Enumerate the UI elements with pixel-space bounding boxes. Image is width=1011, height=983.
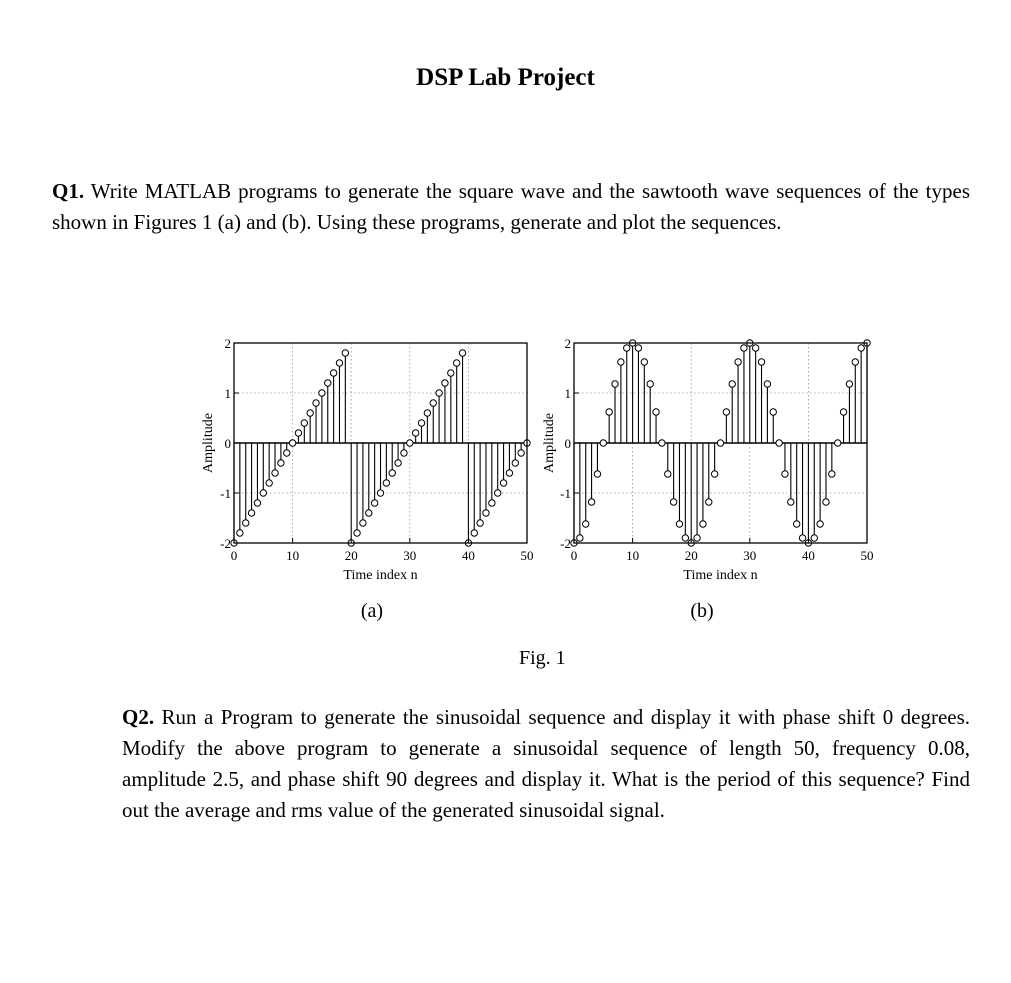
- stem-marker: [682, 535, 688, 541]
- stem-marker: [764, 381, 770, 387]
- stem-marker: [354, 530, 360, 536]
- stem-marker: [284, 450, 290, 456]
- stem-marker: [735, 359, 741, 365]
- x-tick-label: 10: [286, 548, 300, 563]
- stem-marker: [641, 359, 647, 365]
- stem-marker: [618, 359, 624, 365]
- x-tick-label: 50: [520, 548, 534, 563]
- chart-b: [542, 336, 874, 622]
- stem-marker: [401, 450, 407, 456]
- stem-marker: [711, 471, 717, 477]
- stem-marker: [635, 345, 641, 351]
- stem-marker: [430, 400, 436, 406]
- stem-marker: [840, 409, 846, 415]
- y-tick-label: 0: [224, 436, 231, 451]
- stem-marker: [313, 400, 319, 406]
- stem-marker: [289, 440, 295, 446]
- stem-marker: [706, 499, 712, 505]
- stem-marker: [694, 535, 700, 541]
- stem-marker: [377, 490, 383, 496]
- x-tick-label: 10: [626, 548, 640, 563]
- x-tick-label: 20: [344, 548, 358, 563]
- stem-marker: [243, 520, 249, 526]
- y-tick-label: -1: [220, 486, 231, 501]
- figure-caption: Fig. 1: [519, 647, 566, 669]
- stem-marker: [237, 530, 243, 536]
- x-tick-label: 30: [403, 548, 417, 563]
- stem-marker: [676, 521, 682, 527]
- stem-marker: [442, 380, 448, 386]
- x-tick-label: 30: [743, 548, 757, 563]
- stem-marker: [448, 370, 454, 376]
- stem-marker: [729, 381, 735, 387]
- y-tick-label: 1: [564, 386, 571, 401]
- stem-marker: [471, 530, 477, 536]
- stem-marker: [653, 409, 659, 415]
- y-tick-label: -2: [560, 536, 571, 551]
- stem-marker: [846, 381, 852, 387]
- stem-marker: [307, 410, 313, 416]
- y-tick-label: 2: [564, 336, 571, 351]
- stem-marker: [659, 440, 665, 446]
- stem-marker: [823, 499, 829, 505]
- stem-marker: [436, 390, 442, 396]
- stem-marker: [330, 370, 336, 376]
- chart-a: [201, 336, 534, 622]
- x-tick-label: 40: [801, 548, 815, 563]
- question-2: [122, 702, 970, 826]
- stem-marker: [360, 520, 366, 526]
- stem-marker: [495, 490, 501, 496]
- stem-marker: [723, 409, 729, 415]
- stem-marker: [852, 359, 858, 365]
- page-title: DSP Lab Project: [416, 64, 595, 91]
- x-tick-label: 40: [461, 548, 475, 563]
- stem-marker: [248, 510, 254, 516]
- stem-marker: [799, 535, 805, 541]
- stem-marker: [717, 440, 723, 446]
- stem-marker: [342, 350, 348, 356]
- question-2-text: Run a Program to generate the sinusoidal sequence and display it with phase shift 0 degrees. Modify the above program to generate a sinusoidal sequence of length 50, frequency 0.08, amplitude 2.5, and phase shift 90 degrees and display it. What is the period of this sequence? Find out the average and rms value of the generated sinusoidal signal.: [122, 705, 971, 822]
- stem-marker: [424, 410, 430, 416]
- x-tick-label: 0: [230, 548, 238, 563]
- stem-marker: [407, 440, 413, 446]
- stem-marker: [700, 521, 706, 527]
- subfigure-label: (b): [690, 600, 714, 622]
- stem-marker: [371, 500, 377, 506]
- stem-marker: [295, 430, 301, 436]
- stem-marker: [301, 420, 307, 426]
- stem-marker: [741, 345, 747, 351]
- stem-marker: [272, 470, 278, 476]
- x-axis-label: Time index n: [683, 568, 758, 583]
- stem-marker: [835, 440, 841, 446]
- stem-marker: [389, 470, 395, 476]
- x-tick-label: 50: [860, 548, 874, 563]
- stem-marker: [606, 409, 612, 415]
- y-tick-label: 1: [224, 386, 231, 401]
- x-tick-label: 20: [684, 548, 698, 563]
- stem-marker: [624, 345, 630, 351]
- stem-marker: [512, 460, 518, 466]
- stem-marker: [518, 450, 524, 456]
- stem-marker: [418, 420, 424, 426]
- stem-marker: [588, 499, 594, 505]
- stem-marker: [665, 471, 671, 477]
- stem-marker: [336, 360, 342, 366]
- stem-marker: [278, 460, 284, 466]
- stem-marker: [612, 381, 618, 387]
- question-1-text: Write MATLAB programs to generate the square wave and the sawtooth wave sequences of the types shown in Figures 1 (a) and (b). Using these programs, generate and plot the sequences.: [52, 179, 970, 234]
- stem-marker: [829, 471, 835, 477]
- y-tick-label: -2: [220, 536, 231, 551]
- stem-marker: [600, 440, 606, 446]
- stem-marker: [776, 440, 782, 446]
- stem-marker: [325, 380, 331, 386]
- y-axis-label: Amplitude: [542, 413, 557, 473]
- stem-marker: [758, 359, 764, 365]
- stem-marker: [811, 535, 817, 541]
- y-axis-label: Amplitude: [201, 413, 216, 473]
- stem-marker: [770, 409, 776, 415]
- question-2-number: Q2.: [122, 705, 155, 729]
- stem-marker: [793, 521, 799, 527]
- stem-marker: [366, 510, 372, 516]
- stem-marker: [459, 350, 465, 356]
- stem-marker: [266, 480, 272, 486]
- stem-marker: [752, 345, 758, 351]
- question-1-number: Q1.: [52, 179, 85, 203]
- stem-marker: [577, 535, 583, 541]
- stem-marker: [483, 510, 489, 516]
- stem-marker: [254, 500, 260, 506]
- stem-marker: [395, 460, 401, 466]
- stem-marker: [788, 499, 794, 505]
- stem-marker: [858, 345, 864, 351]
- y-tick-label: 0: [564, 436, 571, 451]
- stem-marker: [383, 480, 389, 486]
- stem-marker: [319, 390, 325, 396]
- x-axis-label: Time index n: [343, 568, 418, 583]
- subfigure-label: (a): [360, 600, 384, 622]
- stem-marker: [260, 490, 266, 496]
- stem-marker: [782, 471, 788, 477]
- stem-marker: [594, 471, 600, 477]
- stem-marker: [500, 480, 506, 486]
- y-tick-label: -1: [560, 486, 571, 501]
- stem-marker: [477, 520, 483, 526]
- stem-marker: [489, 500, 495, 506]
- stem-marker: [583, 521, 589, 527]
- stem-marker: [453, 360, 459, 366]
- stem-marker: [647, 381, 653, 387]
- stem-marker: [817, 521, 823, 527]
- stem-marker: [506, 470, 512, 476]
- x-tick-label: 0: [570, 548, 578, 563]
- stem-marker: [670, 499, 676, 505]
- stem-marker: [412, 430, 418, 436]
- y-tick-label: 2: [224, 336, 231, 351]
